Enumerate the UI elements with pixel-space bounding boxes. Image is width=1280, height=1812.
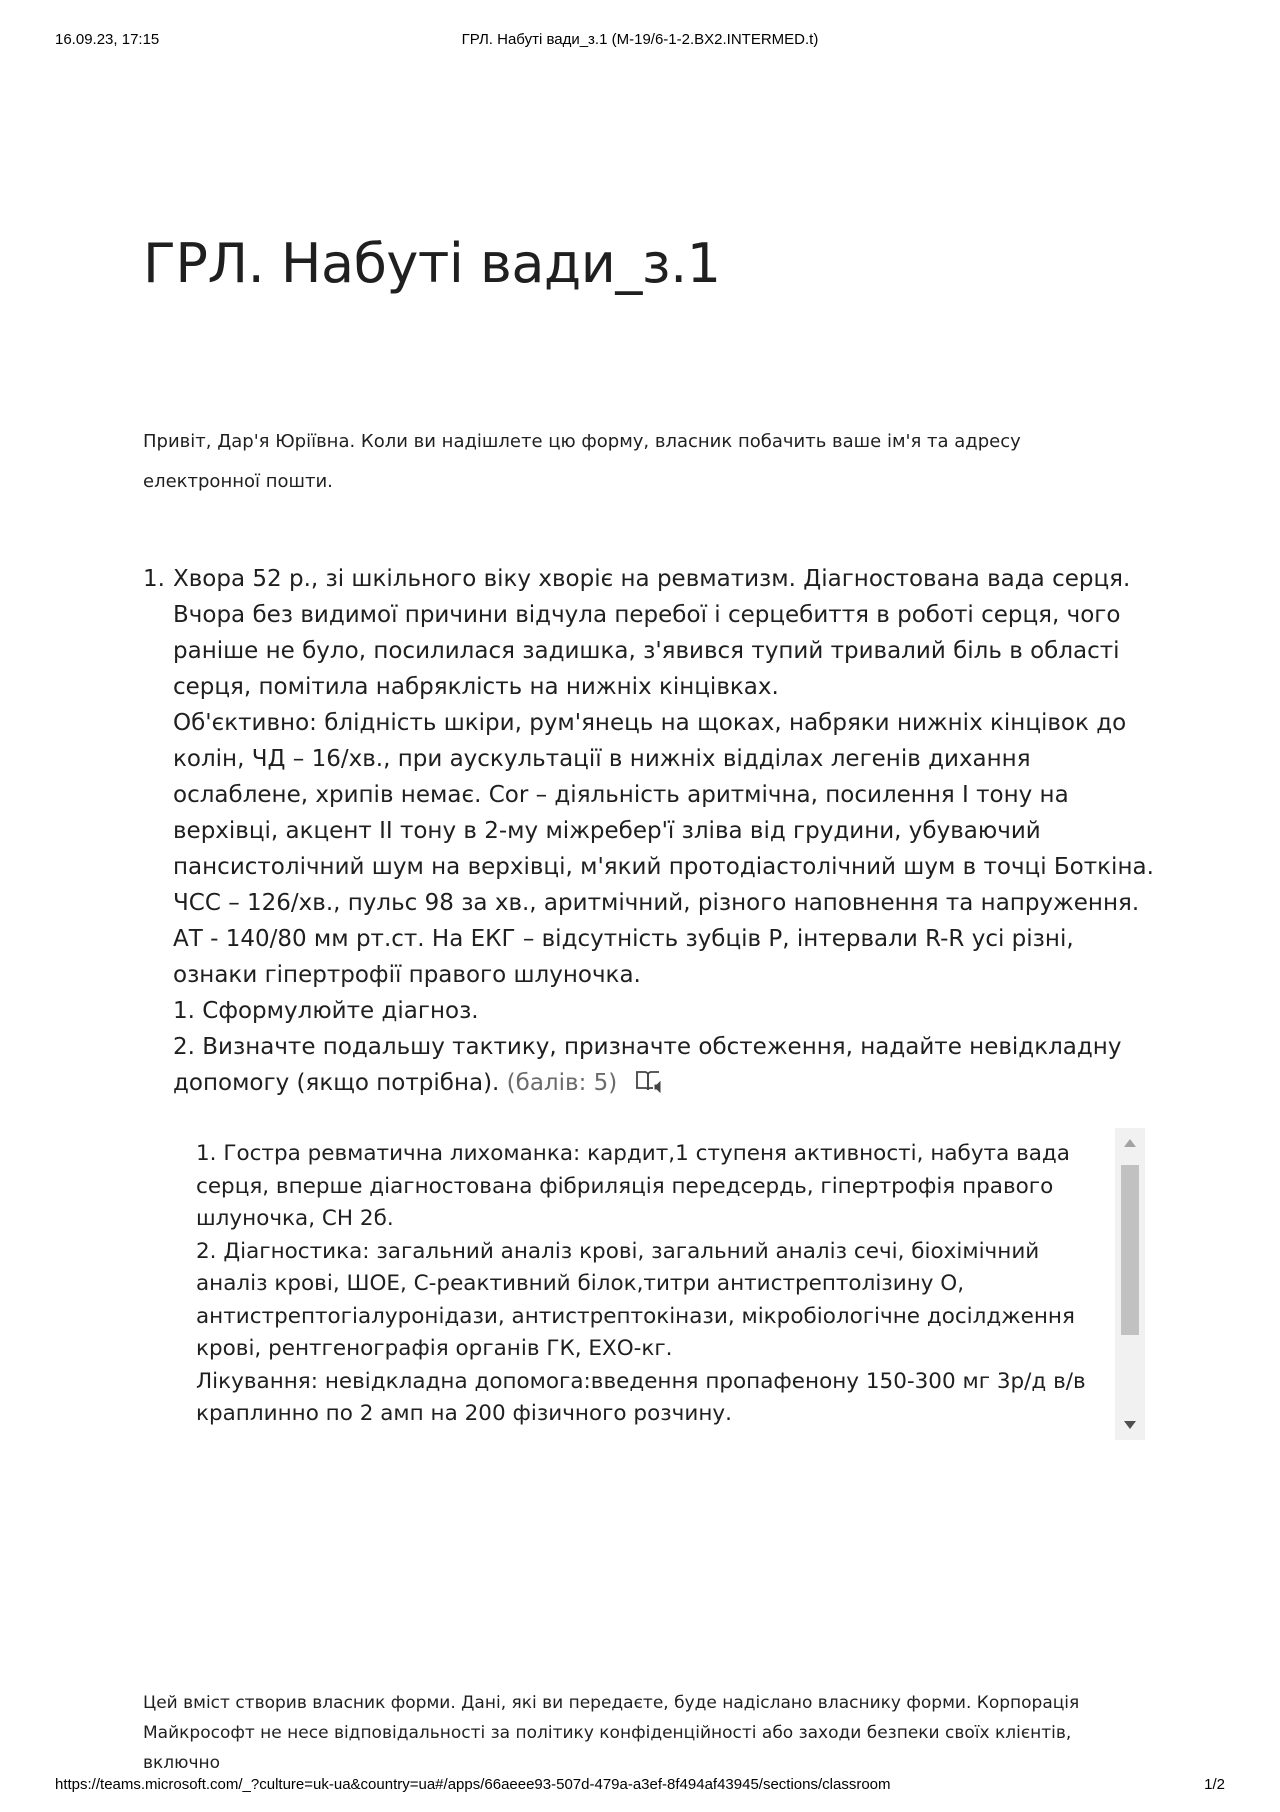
answer-text[interactable]: 1. Гостра ревматична лихоманка: кардит,1 ступеня активності, набута вада серця, вперше діагностована фібриляція передсердь, гіпертрофія правого шлуночка, СН 2б. 2. Діагностика: загальний аналіз крові, загальний аналіз сечі, біохімічний аналіз крові, ШОЕ, С-реактивний білок,титри антистрептолізину О, антистрептогіалуронідази, антистрептокінази, мікробіологічне досілдження крові, рентгенографія органів ГК, ЕХО-кг. Лікування: невідкладна допомога:введення пропафенону 150-300 мг 3р/д в/в краплинно по 2 амп на 200 фізичного розчину. (196, 1141, 1086, 1426)
scroll-thumb[interactable] (1121, 1165, 1139, 1335)
print-header (0, 31, 1280, 51)
scroll-down-arrow-icon[interactable] (1115, 1410, 1145, 1440)
print-page-number: 1/2 (1204, 1776, 1225, 1793)
print-datetime: 16.09.23, 17:15 (55, 31, 160, 48)
question-text: Хвора 52 р., зі шкільного віку хворіє на ревматизм. Діагностована вада серця. Вчора без видимої причини відчула перебої і серцебиття в роботі серця, чого раніше не було, посилилася задишка, з'явився тупий тривалий біль в області серця, помітила набряклість на нижніх кінцівках. Об'єктивно: блідність шкіри, рум'янець на щоках, набряки нижніх кінцівок до колін, ЧД – 16/хв., при аускультації в нижніх відділах легенів дихання ослаблене, хрипів немає. Cor – діяльність аритмічна, посилення І тону на верхівці, акцент ІІ тону в 2-му міжребер'ї зліва від грудини, убуваючий пансистолічний шум на верхівці, м'який протодіастолічний шум в точці Боткіна. ЧСС – 126/хв., пульс 98 за хв., аритмічний, різного наповнення та напруження. АТ - 140/80 мм рт.ст. На ЕКГ – відсутність зубців Р, інтервали R-R усі різні, ознаки гіпертрофії правого шлуночка. 1. Сформулюйте діагноз. 2. Визначте подальшу тактику, призначте обстеження, надайте невідкладну допомогу (якщо потрібна). (173, 566, 1154, 1096)
print-url: https://teams.microsoft.com/_?culture=uk-ua&country=ua#/apps/66aeee93-507d-479a-a3ef-8f494af43945/sections/classroom (55, 1776, 891, 1793)
print-page-title: ГРЛ. Набуті вади_з.1 (M-19/6-1-2.BX2.INTERMED.t) (461, 31, 819, 48)
form-title: ГРЛ. Набуті вади_з.1 (143, 232, 721, 295)
answer-textarea[interactable] (183, 1128, 1145, 1440)
disclaimer-text: Цей вміст створив власник форми. Дані, які ви передаєте, буде надіслано власнику форми. Корпорація Майкрософт не несе відповідальності за політику конфіденційності або заходи безпеки своїх клієнтів, включно (143, 1693, 1080, 1773)
question-body (173, 561, 1163, 1105)
immersive-reader-icon[interactable] (635, 1068, 663, 1105)
question-points: (балів: 5) (506, 1070, 618, 1096)
question-number: 1. (143, 566, 165, 592)
scroll-up-arrow-icon[interactable] (1115, 1128, 1145, 1158)
answer-scrollbar[interactable] (1115, 1128, 1145, 1440)
print-footer (0, 1776, 1280, 1796)
greeting-text: Привіт, Дар'я Юріївна. Коли ви надішлете цю форму, власник побачить ваше ім'я та адресу електронної пошти. (143, 431, 1021, 492)
